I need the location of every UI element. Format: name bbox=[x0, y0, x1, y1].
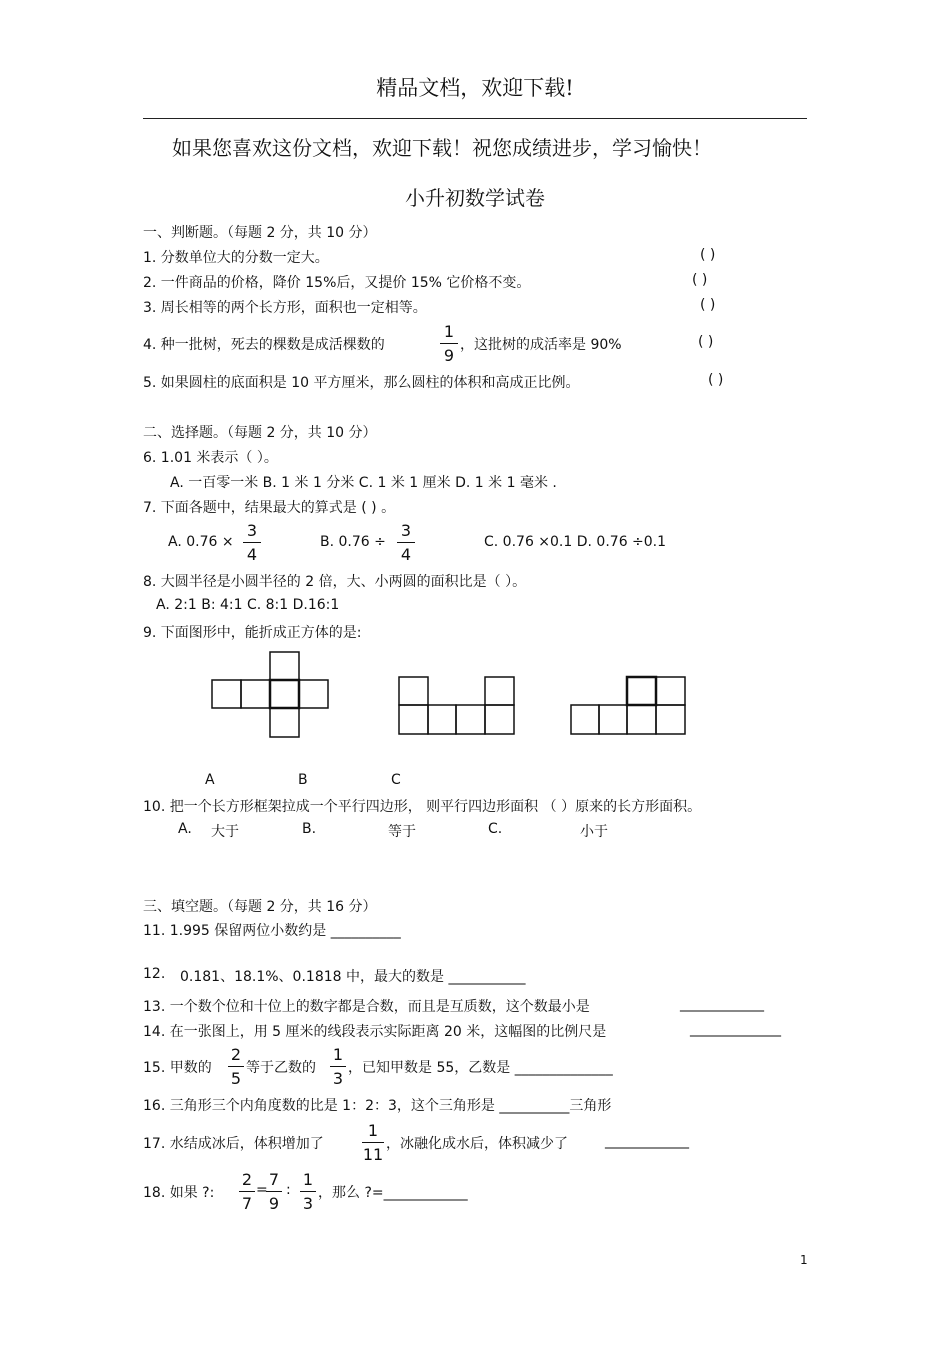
fraction-numerator: 2 bbox=[241, 1170, 253, 1189]
question-1: 1. 分数单位大的分数一定大。 bbox=[143, 250, 329, 266]
question-18-equals: = bbox=[256, 1182, 268, 1198]
fraction-numerator: 1 bbox=[332, 1045, 344, 1064]
fraction-numerator: 1 bbox=[367, 1121, 379, 1140]
question-10-option-a: 大于 bbox=[211, 824, 239, 840]
question-18-part-b: ，那么 ?=____________ bbox=[318, 1185, 468, 1201]
subheader: 如果您喜欢这份文档，欢迎下载！祝您成绩进步，学习愉快！ bbox=[172, 136, 712, 160]
question-6-options: A. 一百零一米 B. 1 米 1 分米 C. 1 米 1 厘米 D. 1 米 1 毫米 . bbox=[170, 475, 557, 491]
fraction-numerator: 1 bbox=[443, 322, 455, 341]
question-4-part-a: 4. 种一批树，死去的棵数是成活棵数的 bbox=[143, 337, 385, 353]
question-17-part-b: ，冰融化成水后，体积减少了 bbox=[386, 1136, 568, 1152]
question-15-part-a: 15. 甲数的 bbox=[143, 1060, 212, 1076]
question-7: 7. 下面各题中，结果最大的算式是 ( ) 。 bbox=[143, 500, 396, 516]
question-9: 9. 下面图形中，能折成正方体的是: bbox=[143, 625, 362, 641]
section-3-heading: 三、填空题。（每题 2 分，共 16 分） bbox=[143, 899, 377, 915]
section-1-heading: 一、判断题。（每题 2 分，共 10 分） bbox=[143, 225, 377, 241]
question-18-fraction-1 bbox=[239, 1170, 255, 1214]
fraction-numerator: 1 bbox=[302, 1170, 314, 1189]
page-number: 1 bbox=[800, 1253, 808, 1267]
question-12: 0.181、18.1%、0.1818 中，最大的数是 ___________ bbox=[180, 969, 526, 985]
question-12-number: 12. bbox=[143, 966, 166, 982]
question-2: 2. 一件商品的价格，降价 15%后，又提价 15% 它价格不变。 bbox=[143, 275, 531, 291]
question-7-options-cd: C. 0.76 ×0.1 D. 0.76 ÷0.1 bbox=[484, 534, 667, 550]
question-18-colon: : bbox=[286, 1182, 291, 1198]
question-10-option-a-letter: A. bbox=[178, 821, 192, 837]
cube-net-b bbox=[397, 675, 517, 737]
question-17-blank: ____________ bbox=[605, 1133, 689, 1149]
fraction-numerator: 3 bbox=[400, 521, 412, 540]
question-14: 14. 在一张图上，用 5 厘米的线段表示实际距离 20 米，这幅图的比例尺是 bbox=[143, 1024, 607, 1040]
question-13: 13. 一个数个位和十位上的数字都是合数，而且是互质数，这个数最小是 bbox=[143, 999, 590, 1015]
fraction-numerator: 3 bbox=[246, 521, 258, 540]
question-3: 3. 周长相等的两个长方形，面积也一定相等。 bbox=[143, 300, 427, 316]
paper-title: 小升初数学试卷 bbox=[405, 186, 545, 210]
question-3-answer-paren: ( ) bbox=[700, 297, 716, 313]
question-11: 11. 1.995 保留两位小数约是 __________ bbox=[143, 923, 401, 939]
question-4-part-b: ，这批树的成活率是 90% bbox=[460, 337, 622, 353]
question-18-part-a: 18. 如果 ?: bbox=[143, 1185, 215, 1201]
question-5: 5. 如果圆柱的底面积是 10 平方厘米，那么圆柱的体积和高成正比例。 bbox=[143, 375, 580, 391]
cube-net-c bbox=[569, 675, 689, 737]
question-8: 8. 大圆半径是小圆半径的 2 倍，大、小两圆的面积比是（ ）。 bbox=[143, 574, 527, 590]
question-15-fraction-2 bbox=[330, 1045, 346, 1089]
question-15-part-c: ，已知甲数是 55，乙数是 ______________ bbox=[348, 1060, 613, 1076]
question-7-fraction-a bbox=[243, 521, 261, 565]
net-label-b: B bbox=[298, 772, 308, 788]
fraction-denominator: 3 bbox=[332, 1069, 344, 1088]
question-10-option-b: 等于 bbox=[388, 824, 416, 840]
section-2-heading: 二、选择题。（每题 2 分，共 10 分） bbox=[143, 425, 377, 441]
fraction-numerator: 7 bbox=[268, 1170, 280, 1189]
question-16: 16. 三角形三个内角度数的比是 1：2：3，这个三角形是 __________三角形 bbox=[143, 1098, 612, 1114]
question-6: 6. 1.01 米表示（ ）。 bbox=[143, 450, 278, 466]
question-10: 10. 把一个长方形框架拉成一个平行四边形， 则平行四边形面积 （ ）原来的长方形面积。 bbox=[143, 799, 702, 815]
question-14-blank: _____________ bbox=[690, 1021, 781, 1037]
question-17-fraction bbox=[362, 1121, 384, 1165]
fraction-denominator: 5 bbox=[230, 1069, 242, 1088]
question-13-blank: ____________ bbox=[680, 996, 764, 1012]
question-17-part-a: 17. 水结成冰后，体积增加了 bbox=[143, 1136, 324, 1152]
question-5-answer-paren: ( ) bbox=[708, 372, 724, 388]
question-1-answer-paren: ( ) bbox=[700, 247, 716, 263]
net-label-c: C bbox=[391, 772, 401, 788]
question-18-fraction-3 bbox=[300, 1170, 316, 1214]
fraction-denominator: 3 bbox=[302, 1194, 314, 1213]
fraction-denominator: 4 bbox=[246, 545, 258, 564]
question-7-fraction-b bbox=[397, 521, 415, 565]
question-2-answer-paren: ( ) bbox=[692, 272, 708, 288]
fraction-numerator: 2 bbox=[230, 1045, 242, 1064]
header-rule bbox=[143, 118, 807, 119]
question-15-fraction-1 bbox=[228, 1045, 244, 1089]
question-18-fraction-2 bbox=[266, 1170, 282, 1214]
question-7-option-b: B. 0.76 ÷ bbox=[320, 534, 386, 550]
fraction-denominator: 4 bbox=[400, 545, 412, 564]
net-label-a: A bbox=[205, 772, 215, 788]
question-10-option-c: 小于 bbox=[580, 824, 608, 840]
question-4-fraction bbox=[440, 322, 458, 366]
question-8-options: A. 2:1 B: 4:1 C. 8:1 D.16:1 bbox=[156, 597, 340, 613]
fraction-denominator: 9 bbox=[443, 346, 455, 365]
page-header: 精品文档，欢迎下载! bbox=[376, 76, 574, 100]
question-10-option-c-letter: C. bbox=[488, 821, 503, 837]
question-15-part-b: 等于乙数的 bbox=[246, 1060, 316, 1076]
question-4-answer-paren: ( ) bbox=[698, 334, 714, 350]
fraction-denominator: 7 bbox=[241, 1194, 253, 1213]
question-10-option-b-letter: B. bbox=[302, 821, 317, 837]
fraction-denominator: 9 bbox=[268, 1194, 280, 1213]
fraction-denominator: 11 bbox=[362, 1145, 384, 1164]
question-7-option-a: A. 0.76 × bbox=[168, 534, 234, 550]
cube-net-a bbox=[210, 650, 332, 742]
